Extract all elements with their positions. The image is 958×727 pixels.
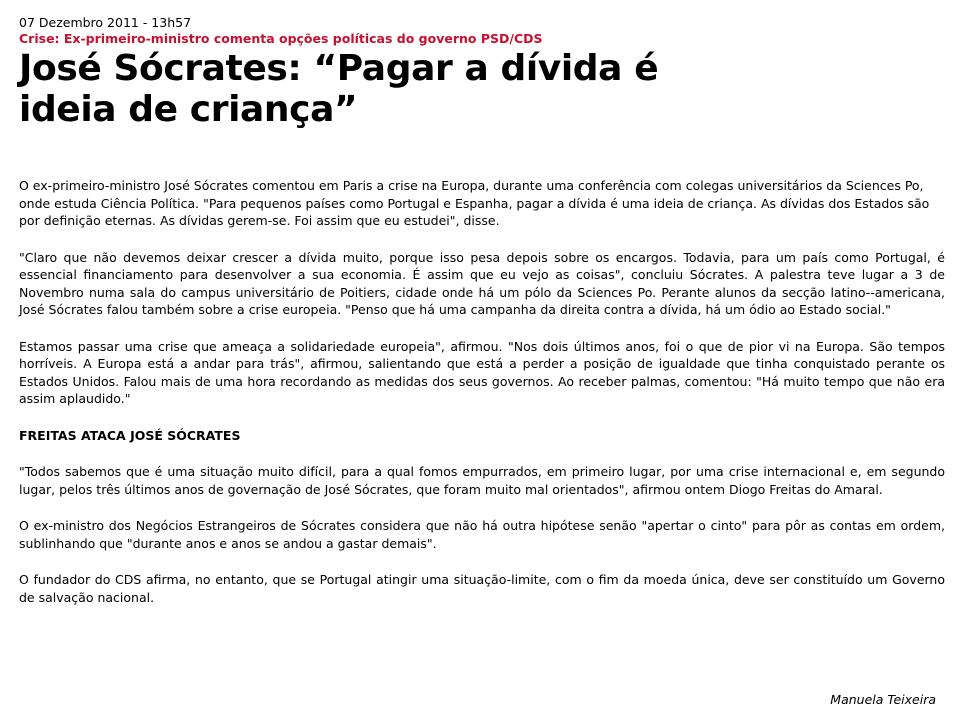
article-body [19,177,945,606]
article [19,15,945,625]
headline-line-1: José Sócrates: “Pagar a dívida é [19,48,659,89]
byline: Manuela Teixeira [830,692,936,707]
dateline: 07 Dezembro 2011 - 13h57 [19,15,192,30]
paragraph-4: "Todos sabemos que é uma situação muito difícil, para a qual fomos empurrados, em primeiro lugar, por uma crise internacional e, em segundo lugar, pelos três últimos anos de governação de José Sócrates, que foram muito mal orientados", afirmou ontem Diogo Freitas do Amaral. [19,464,945,497]
section-subhead: FREITAS ATACA JOSÉ SÓCRATES [19,427,241,443]
headline-line-2: ideia de criança” [19,89,358,130]
paragraph-2: "Claro que não devemos deixar crescer a dívida muito, porque isso pesa depois sobre os encargos. Todavia, para um país como Portugal, é essencial financiamento para desenvolver a sua economia. É assim que eu vejo as coisas", concluiu Sócrates. A palestra teve lugar a 3 de Novembro numa sala do campus universitário de Poitiers, cidade onde há um pólo da Sciences Po. Perante alunos da secção latino--americana, José Sócrates falou também sobre a crise europeia. "Penso que há uma campanha da direita contra a dívida, há um ódio ao Estado social." [19,249,945,317]
paragraph-3: Estamos passar uma crise que ameaça a solidariedade europeia", afirmou. "Nos dois últimos anos, foi o que de pior vi na Europa. São tempos horríveis. A Europa está a andar para trás", afirmou, salientando que está a perder a posição de igualdade que tinha conquistado perante os Estados Unidos. Falou mais de uma hora recordando as medidas dos seus governos. Ao receber palmas, comentou: "Há muito tempo que não era assim aplaudido." [19,338,945,406]
headline [19,48,945,130]
paragraph-1: O ex-primeiro-ministro José Sócrates comentou em Paris a crise na Europa, durante uma conferência com colegas universitários da Sciences Po, onde estuda Ciência Política. "Para pequenos países como Portugal e Espanha, pagar a dívida é uma ideia de criança. As dívidas dos Estados são por definição eternas. As dívidas gerem-se. Foi assim que eu estudei", disse. [19,178,930,228]
paragraph-6: O fundador do CDS afirma, no entanto, que se Portugal atingir uma situação-limite, com o fim da moeda única, deve ser constituído um Governo de salvação nacional. [19,572,945,605]
paragraph-5: O ex-ministro dos Negócios Estrangeiros de Sócrates considera que não há outra hipótese senão "apertar o cinto" para pôr as contas em ordem, sublinhando que "durante anos e anos se andou a gastar demais". [19,518,945,551]
kicker: Crise: Ex-primeiro-ministro comenta opções políticas do governo PSD/CDS [19,31,543,46]
